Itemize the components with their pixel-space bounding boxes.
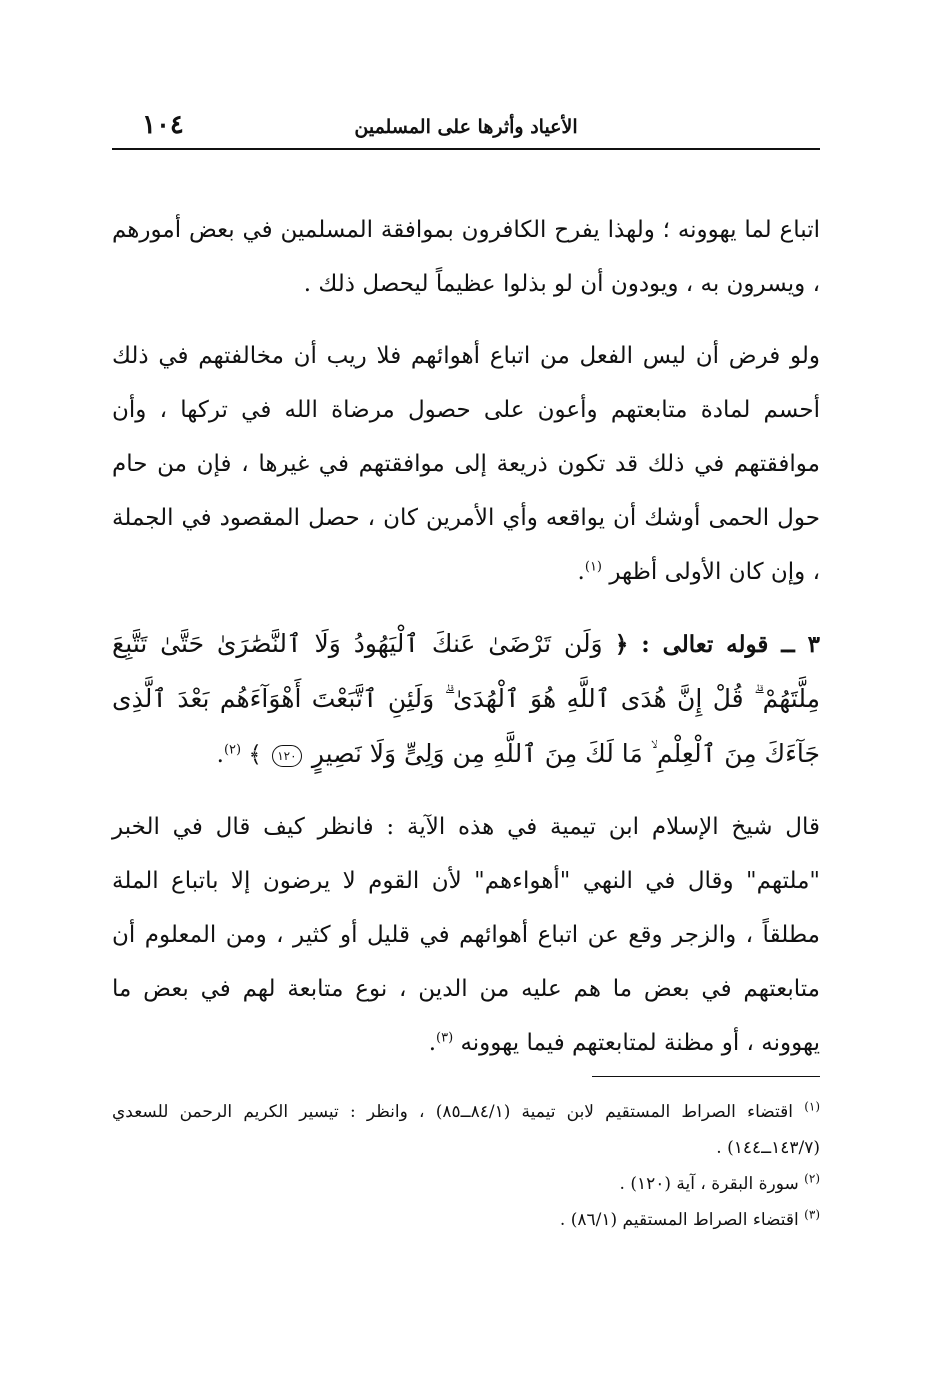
footnote-1-number: (١) [804,1099,821,1114]
footnote-ref-3: (٣) [436,1030,454,1046]
footnotes [112,1094,820,1238]
verse-intro: ٣ ــ قوله تعالى : ﴿ [614,631,820,658]
footnote-3 [112,1202,820,1238]
paragraph-4: قال شيخ الإسلام ابن تيمية في هذه الآية : فانظر كيف قال في الخبر "ملتهم" وقال في النهي "أهواءهم" لأن القوم لا يرضون إلا باتباع الملة مطلقاً ، والزجر وقع عن اتباع أهوائهم في قليل أو كثير ، ومن المعلوم أن متابعتهم في بعض ما هم عليه من الدين ، نوع متابعة لهم في بعض ما يهوونه ، أو مظنة لمتابعتهم فيما يهوونه $^{(٣)}$. [112,814,820,1056]
footnote-ref-2: (٢) [223,742,242,758]
footnote-3-text: اقتضاء الصراط المستقيم (٨٦/١) . [559,1210,799,1230]
paragraph-1-text: اتباع لما يهوونه ؛ ولهذا يفرح الكافرون بموافقة المسلمين في بعض أمورهم ، ويسرون به ، ويودون أن لو بذلوا عظيماً ليحصل ذلك . [112,217,820,297]
verse-close-bracket: ﴾ [248,742,262,768]
footnote-3-number: (٣) [804,1207,820,1222]
paragraph-2: ولو فرض أن ليس الفعل من اتباع أهوائهم فلا ريب أن مخالفتهم في ذلك أحسم لمادة متابعتهم وأعون على حصول مرضاة الله في تركها ، وأن موافقتهم في ذلك قد تكون ذريعة إلى موافقتهم في غيرها ، فإن من حام حول الحمى أوشك أن يواقعه وأي الأمرين كان ، حصل المقصود في الجملة ، وإن كان الأولى أظهر $^{(١)}$. [112,343,820,585]
footnote-2-number: (٢) [804,1171,820,1186]
quran-verse: وَلَن تَرْضَىٰ عَنكَ ٱلْيَهُودُ وَلَا ٱلنَّصَٰرَىٰ حَتَّىٰ تَتَّبِعَ مِلَّتَهُمْ ۗ قُلْ إِنَّ هُدَى ٱللَّهِ هُوَ ٱلْهُدَىٰ ۗ وَلَئِنِ ٱتَّبَعْتَ أَهْوَآءَهُم بَعْدَ ٱلَّذِى جَآءَكَ مِنَ ٱلْعِلْمِ ۙ مَا لَكَ مِنَ ٱللَّهِ مِن وَلِىٍّ وَلَا نَصِيرٍ [112,629,821,768]
main-text [112,203,820,1088]
page-header [112,108,820,150]
running-title: الأعياد وأثرها على المسلمين [354,116,578,138]
footnote-2 [112,1166,820,1202]
footnote-divider [592,1076,820,1077]
footnote-ref-1: (١) [584,559,602,575]
footnote-1 [112,1094,820,1166]
verse-number-marker: ١٢٠ [272,745,301,767]
footnote-2-text: سورة البقرة ، آية (١٢٠) . [619,1174,799,1194]
paragraph-2-text: ولو فرض أن ليس الفعل من اتباع أهوائهم فلا ريب أن مخالفتهم في ذلك أحسم لمادة متابعتهم وأعون على حصول مرضاة الله في تركها ، وأن موافقتهم في ذلك قد تكون ذريعة إلى موافقتهم في غيرها ، فإن من حام حول الحمى أوشك أن يواقعه وأي الأمرين كان ، حصل المقصود في الجملة ، وإن كان الأولى أظهر [112,343,820,585]
page-number: ١٠٤ [142,110,184,140]
paragraph-1 [112,203,820,311]
paragraph-3: ٣ ــ قوله تعالى : ﴿ وَلَن تَرْضَىٰ عَنكَ ٱلْيَهُودُ وَلَا ٱلنَّصَٰرَىٰ حَتَّىٰ تَتَّبِعَ مِلَّتَهُمْ ۗ قُلْ إِنَّ هُدَى ٱللَّهِ هُوَ ٱلْهُدَىٰ ۗ وَلَئِنِ ٱتَّبَعْتَ أَهْوَآءَهُم بَعْدَ ٱلَّذِى جَآءَكَ مِنَ ٱلْعِلْمِ ۙ مَا لَكَ مِنَ ٱللَّهِ مِن وَلِىٍّ وَلَا نَصِيرٍ ١٢٠ ﴾ $^{(٢)}$. [112,629,821,768]
paragraph-4-text: قال شيخ الإسلام ابن تيمية في هذه الآية : فانظر كيف قال في الخبر "ملتهم" وقال في النهي "أهواءهم" لأن القوم لا يرضون إلا باتباع الملة مطلقاً ، والزجر وقع عن اتباع أهوائهم في قليل أو كثير ، ومن المعلوم أن متابعتهم في بعض ما هم عليه من الدين ، نوع متابعة لهم في بعض ما يهوونه ، أو مظنة لمتابعتهم فيما يهوونه [112,814,820,1056]
footnote-1-text: اقتضاء الصراط المستقيم لابن تيمية (٨٤/١ــ٨٥) ، وانظر : تيسير الكريم الرحمن للسعدي (١٤٣/٧ــ١٤٤) . [112,1102,820,1158]
